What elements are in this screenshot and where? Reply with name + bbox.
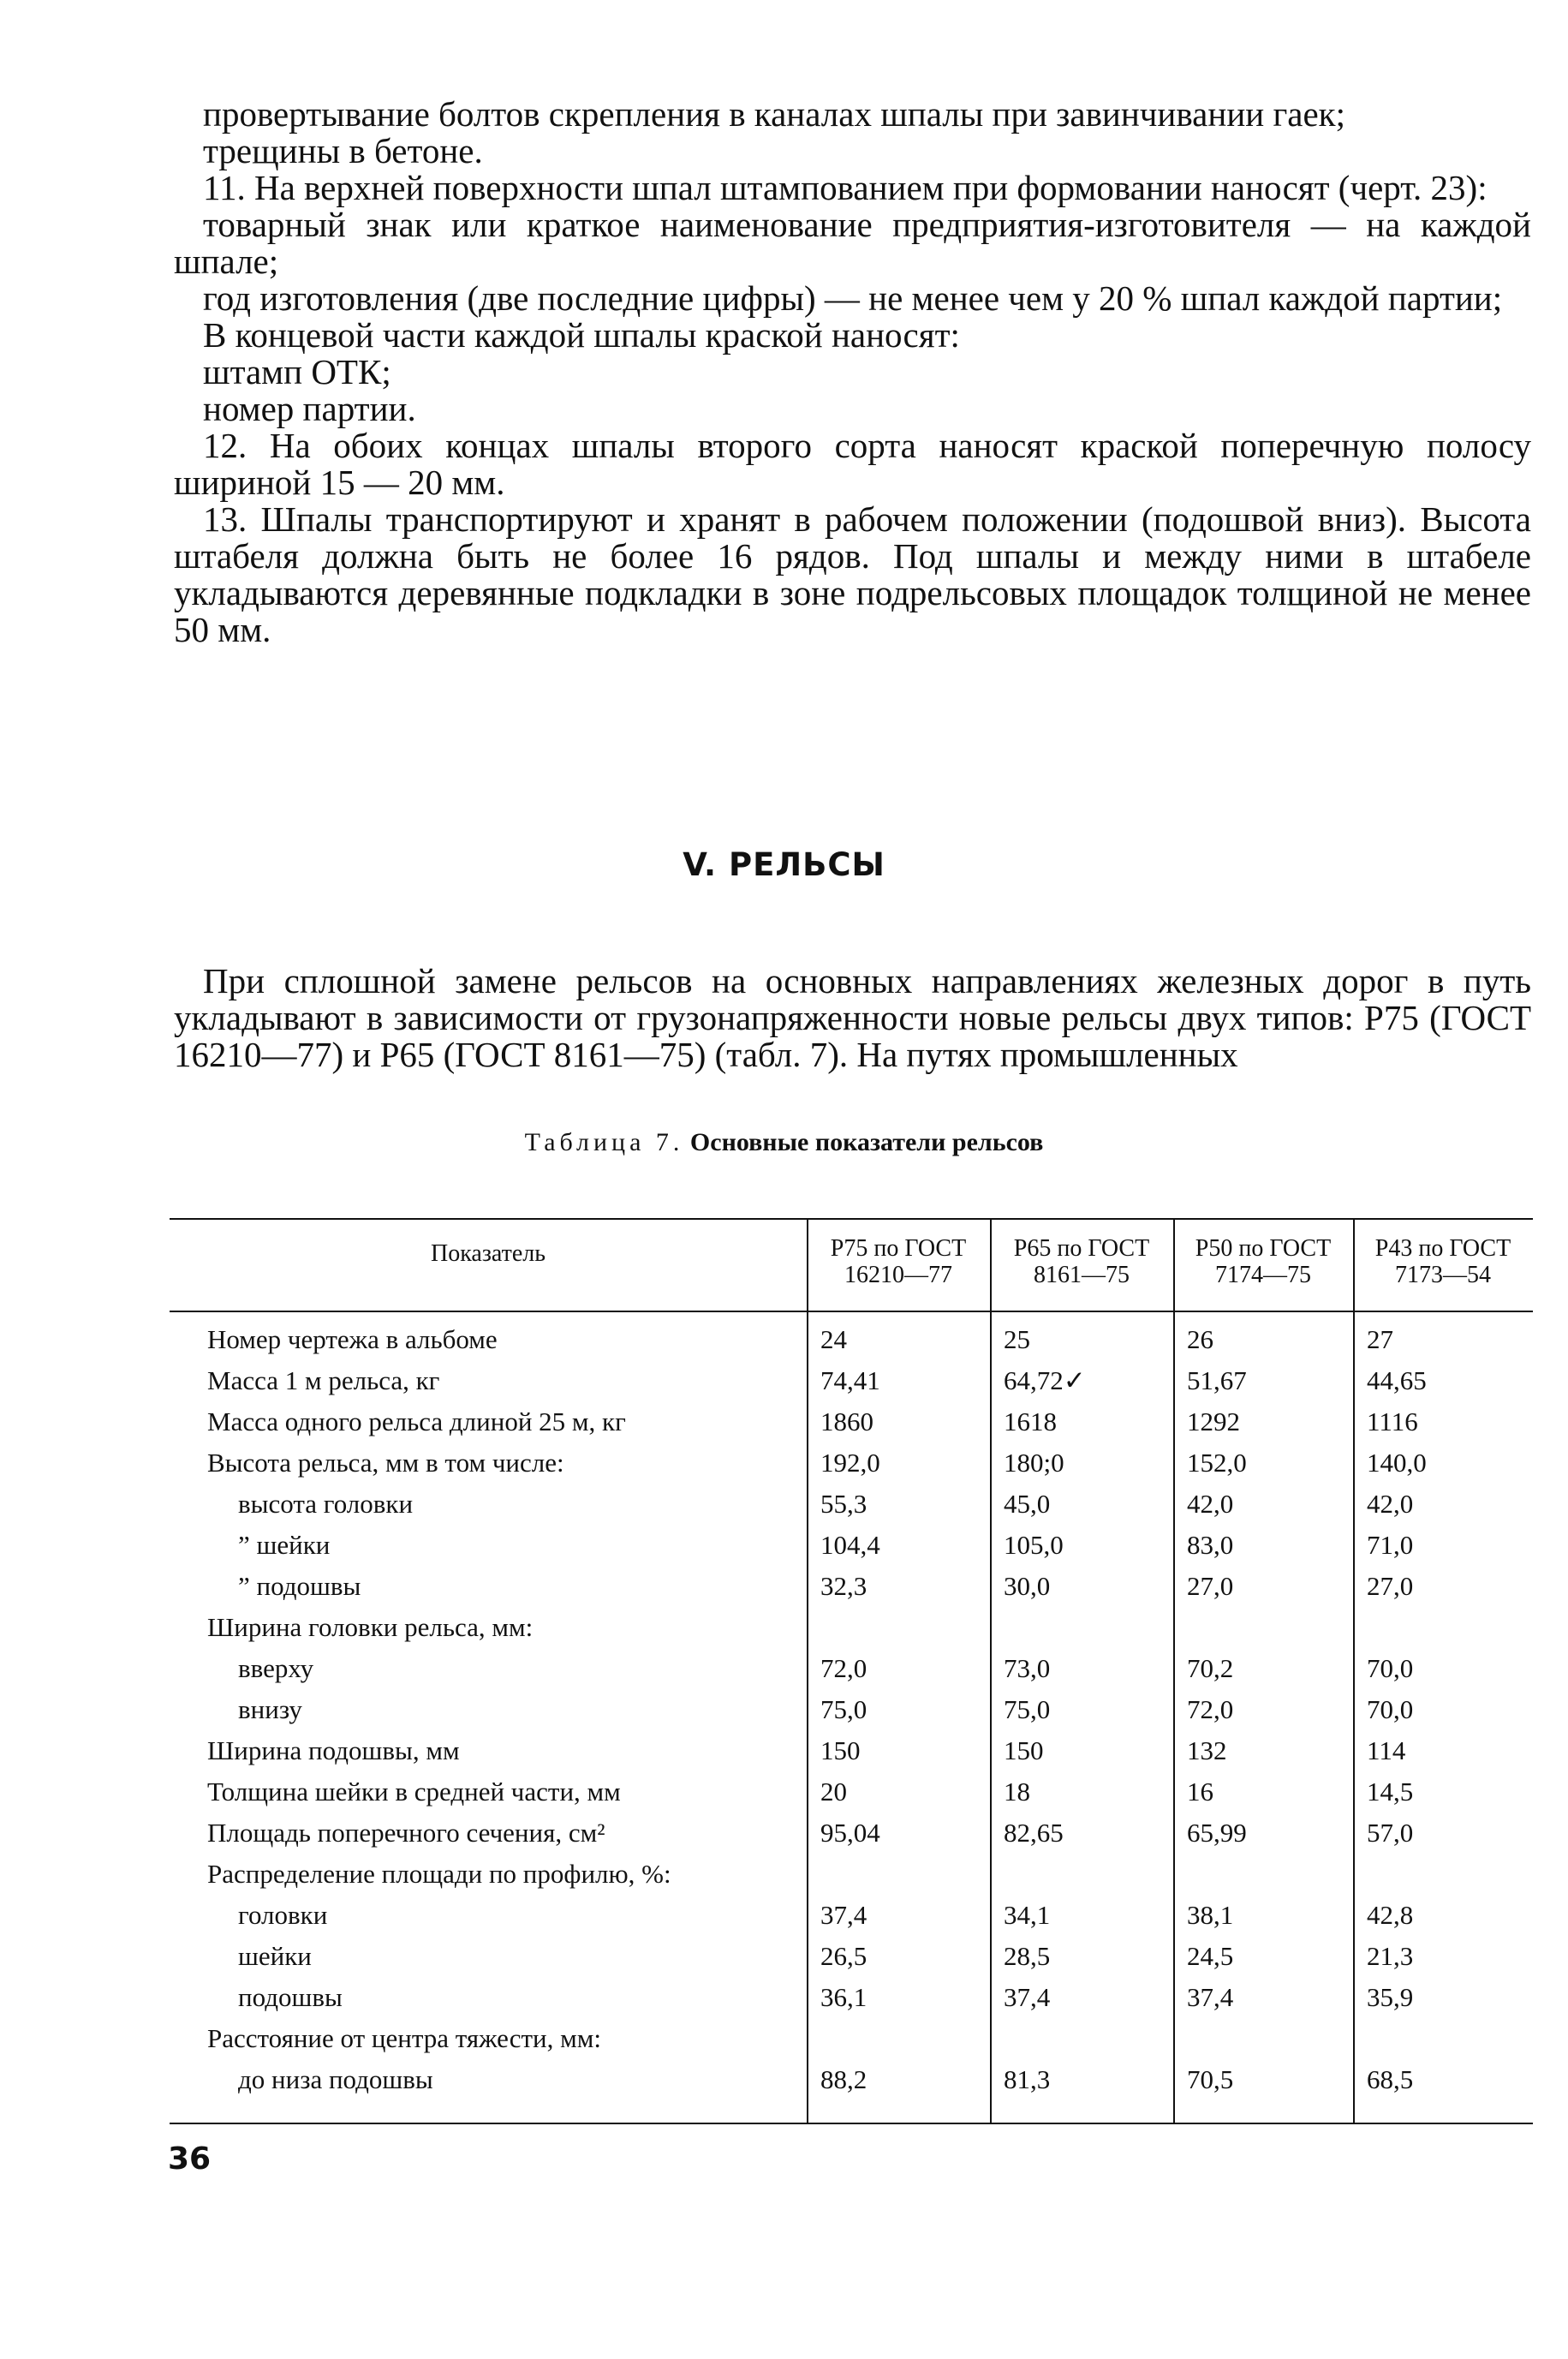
row-label: Ширина подошвы, мм bbox=[207, 1735, 460, 1765]
row-value: 45,0 bbox=[1004, 1489, 1051, 1519]
row-label: Расстояние от центра тяжести, мм: bbox=[207, 2023, 601, 2053]
row-value: 70,5 bbox=[1187, 2064, 1234, 2094]
row-value: 180;0 bbox=[1004, 1448, 1064, 1478]
section-title: V. РЕЛЬСЫ bbox=[683, 846, 885, 883]
row-value: 24 bbox=[820, 1324, 847, 1354]
row-value: 38,1 bbox=[1187, 1900, 1234, 1930]
intro-text bbox=[174, 963, 1531, 1073]
row-value: 140,0 bbox=[1367, 1448, 1427, 1478]
body-paragraph: штамп ОТК; bbox=[203, 352, 391, 391]
table-top-rule bbox=[170, 1218, 1533, 1220]
row-value: 81,3 bbox=[1004, 2064, 1051, 2094]
row-value: 35,9 bbox=[1367, 1982, 1414, 2012]
body-paragraph: 12. На обоих концах шпалы второго сорта наносят краской поперечную полосу шириной 15 — 20 мм. bbox=[174, 426, 1531, 502]
table-row bbox=[170, 1525, 1533, 1566]
row-value: 44,65 bbox=[1367, 1365, 1427, 1395]
row-label: Распределение площади по профилю, %: bbox=[207, 1859, 671, 1889]
row-label: Высота рельса, мм в том числе: bbox=[207, 1448, 564, 1478]
row-value: 16 bbox=[1187, 1777, 1213, 1807]
row-label: вверху bbox=[238, 1653, 314, 1683]
row-value: 104,4 bbox=[820, 1530, 880, 1560]
row-value: 70,0 bbox=[1367, 1694, 1414, 1724]
header-col-r43 bbox=[1353, 1235, 1533, 1288]
row-label: ” подошвы bbox=[238, 1571, 361, 1601]
row-value: 21,3 bbox=[1367, 1941, 1414, 1971]
row-value: 1618 bbox=[1004, 1406, 1057, 1436]
table-row bbox=[170, 1689, 1533, 1730]
table-bottom-rule bbox=[170, 2123, 1533, 2124]
body-paragraph: 11. На верхней поверхности шпал штампованием при формовании наносят (черт. 23): bbox=[203, 168, 1488, 207]
row-label: высота головки bbox=[238, 1489, 414, 1519]
header-col-r75-line1: Р75 по ГОСТ bbox=[830, 1235, 967, 1262]
header-col-r50-line2: 7174—75 bbox=[1215, 1262, 1311, 1288]
row-value: 26,5 bbox=[820, 1941, 867, 1971]
row-value: 192,0 bbox=[820, 1448, 880, 1478]
row-value: 75,0 bbox=[820, 1694, 867, 1724]
row-value: 114 bbox=[1367, 1735, 1406, 1765]
row-value: 27 bbox=[1367, 1324, 1393, 1354]
row-value: 14,5 bbox=[1367, 1777, 1414, 1807]
row-value: 20 bbox=[820, 1777, 847, 1807]
row-value: 26 bbox=[1187, 1324, 1213, 1354]
row-value: 27,0 bbox=[1187, 1571, 1234, 1601]
table-row bbox=[170, 1319, 1533, 1360]
header-col-r50-line1: Р50 по ГОСТ bbox=[1195, 1235, 1332, 1262]
row-label: шейки bbox=[238, 1941, 312, 1971]
row-label: головки bbox=[238, 1900, 328, 1930]
row-value: 36,1 bbox=[820, 1982, 867, 2012]
row-value: 73,0 bbox=[1004, 1653, 1051, 1683]
row-value: 72,0 bbox=[820, 1653, 867, 1683]
table-header-rule bbox=[170, 1311, 1533, 1312]
table-row bbox=[170, 1648, 1533, 1689]
row-value: 105,0 bbox=[1004, 1530, 1064, 1560]
table-row bbox=[170, 1607, 1533, 1648]
row-value: 70,0 bbox=[1367, 1653, 1414, 1683]
row-value: 28,5 bbox=[1004, 1941, 1051, 1971]
table-row bbox=[170, 1360, 1533, 1401]
table-row bbox=[170, 2018, 1533, 2059]
row-value: 51,67 bbox=[1187, 1365, 1247, 1395]
header-col-r75-line2: 16210—77 bbox=[844, 1262, 952, 1288]
table-row bbox=[170, 2059, 1533, 2100]
header-col-r65-line1: Р65 по ГОСТ bbox=[1013, 1235, 1150, 1262]
body-paragraph: трещины в бетоне. bbox=[203, 131, 483, 170]
row-value: 1116 bbox=[1367, 1406, 1418, 1436]
header-col-r65 bbox=[990, 1235, 1173, 1288]
header-col-r43-line2: 7173—54 bbox=[1395, 1262, 1491, 1288]
body-paragraph: номер партии. bbox=[203, 389, 416, 428]
body-paragraph: год изготовления (две последние цифры) — не менее чем у 20 % шпал каждой партии; bbox=[203, 278, 1503, 318]
table-row bbox=[170, 1484, 1533, 1525]
row-label: Ширина головки рельса, мм: bbox=[207, 1612, 534, 1642]
table-caption bbox=[0, 1128, 1568, 1157]
row-value: 32,3 bbox=[820, 1571, 867, 1601]
table-row bbox=[170, 1813, 1533, 1854]
row-value: 30,0 bbox=[1004, 1571, 1051, 1601]
table-row bbox=[170, 1771, 1533, 1813]
row-value: 75,0 bbox=[1004, 1694, 1051, 1724]
table-caption-prefix: Таблица 7. bbox=[524, 1128, 684, 1156]
row-label: Масса одного рельса длиной 25 м, кг bbox=[207, 1406, 626, 1436]
row-label: ” шейки bbox=[238, 1530, 331, 1560]
row-value: 24,5 bbox=[1187, 1941, 1234, 1971]
row-value: 150 bbox=[1004, 1735, 1044, 1765]
row-value: 83,0 bbox=[1187, 1530, 1234, 1560]
row-value: 152,0 bbox=[1187, 1448, 1247, 1478]
row-value: 37,4 bbox=[1004, 1982, 1051, 2012]
intro-paragraph: При сплошной замене рельсов на основных направлениях железных дорог в путь укладывают в зависимости от грузонапряженности новые рельсы двух типов: Р75 (ГОСТ 16210—77) и Р65 (ГОСТ 8161—75) (табл. 7). На путях промышленных bbox=[174, 961, 1531, 1074]
table-row bbox=[170, 1977, 1533, 2018]
row-label: до низа подошвы bbox=[238, 2064, 433, 2094]
row-label: подошвы bbox=[238, 1982, 343, 2012]
row-value: 95,04 bbox=[820, 1818, 880, 1848]
row-value: 65,99 bbox=[1187, 1818, 1247, 1848]
row-label: Масса 1 м рельса, кг bbox=[207, 1365, 440, 1395]
row-value: 27,0 bbox=[1367, 1571, 1414, 1601]
body-paragraph: 13. Шпалы транспортируют и хранят в рабочем положении (подошвой вниз). Высота штабеля должна быть не более 16 рядов. Под шпалы и между ними в штабеле укладываются деревянные подкладки в зоне подрельсовых площадок толщиной не менее 50 мм. bbox=[174, 499, 1531, 649]
row-value: 42,0 bbox=[1367, 1489, 1414, 1519]
table-row bbox=[170, 1566, 1533, 1607]
table-row bbox=[170, 1854, 1533, 1895]
header-indicator: Показатель bbox=[431, 1240, 546, 1267]
row-value: 42,8 bbox=[1367, 1900, 1414, 1930]
header-col-r65-line2: 8161—75 bbox=[1034, 1262, 1130, 1288]
header-col-r75 bbox=[807, 1235, 990, 1288]
table-row bbox=[170, 1401, 1533, 1442]
row-value: 72,0 bbox=[1187, 1694, 1234, 1724]
row-value: 82,65 bbox=[1004, 1818, 1064, 1848]
row-label: Площадь поперечного сечения, см² bbox=[207, 1818, 605, 1848]
table-row bbox=[170, 1442, 1533, 1484]
row-value: 150 bbox=[820, 1735, 861, 1765]
row-label: Номер чертежа в альбоме bbox=[207, 1324, 498, 1354]
row-value: 42,0 bbox=[1187, 1489, 1234, 1519]
row-value: 71,0 bbox=[1367, 1530, 1414, 1560]
row-label: внизу bbox=[238, 1694, 302, 1724]
table-row bbox=[170, 1730, 1533, 1771]
row-value: 1860 bbox=[820, 1406, 873, 1436]
row-value: 34,1 bbox=[1004, 1900, 1051, 1930]
body-paragraph: товарный знак или краткое наименование предприятия-изготовителя — на каждой шпале; bbox=[174, 205, 1531, 281]
table-caption-title: Основные показатели рельсов bbox=[689, 1128, 1044, 1156]
row-value: 18 bbox=[1004, 1777, 1030, 1807]
row-value: 74,41 bbox=[820, 1365, 880, 1395]
row-value: 68,5 bbox=[1367, 2064, 1414, 2094]
body-text-top bbox=[174, 96, 1531, 648]
row-value: 55,3 bbox=[820, 1489, 867, 1519]
row-label: Толщина шейки в средней части, мм bbox=[207, 1777, 621, 1807]
row-value: 37,4 bbox=[1187, 1982, 1234, 2012]
row-value: 37,4 bbox=[820, 1900, 867, 1930]
page-number: 36 bbox=[168, 2141, 212, 2177]
row-value: 57,0 bbox=[1367, 1818, 1414, 1848]
body-paragraph: провертывание болтов скрепления в каналах шпалы при завинчивании гаек; bbox=[203, 94, 1345, 134]
row-value: 1292 bbox=[1187, 1406, 1240, 1436]
table-row bbox=[170, 1936, 1533, 1977]
table-row bbox=[170, 1895, 1533, 1936]
row-value: 70,2 bbox=[1187, 1653, 1234, 1683]
header-col-r50 bbox=[1173, 1235, 1353, 1288]
row-value: 132 bbox=[1187, 1735, 1227, 1765]
header-col-r43-line1: Р43 по ГОСТ bbox=[1374, 1235, 1511, 1262]
row-value: 25 bbox=[1004, 1324, 1030, 1354]
row-value: 64,72✓ bbox=[1004, 1365, 1086, 1395]
body-paragraph: В концевой части каждой шпалы краской наносят: bbox=[203, 315, 960, 355]
row-value: 88,2 bbox=[820, 2064, 867, 2094]
